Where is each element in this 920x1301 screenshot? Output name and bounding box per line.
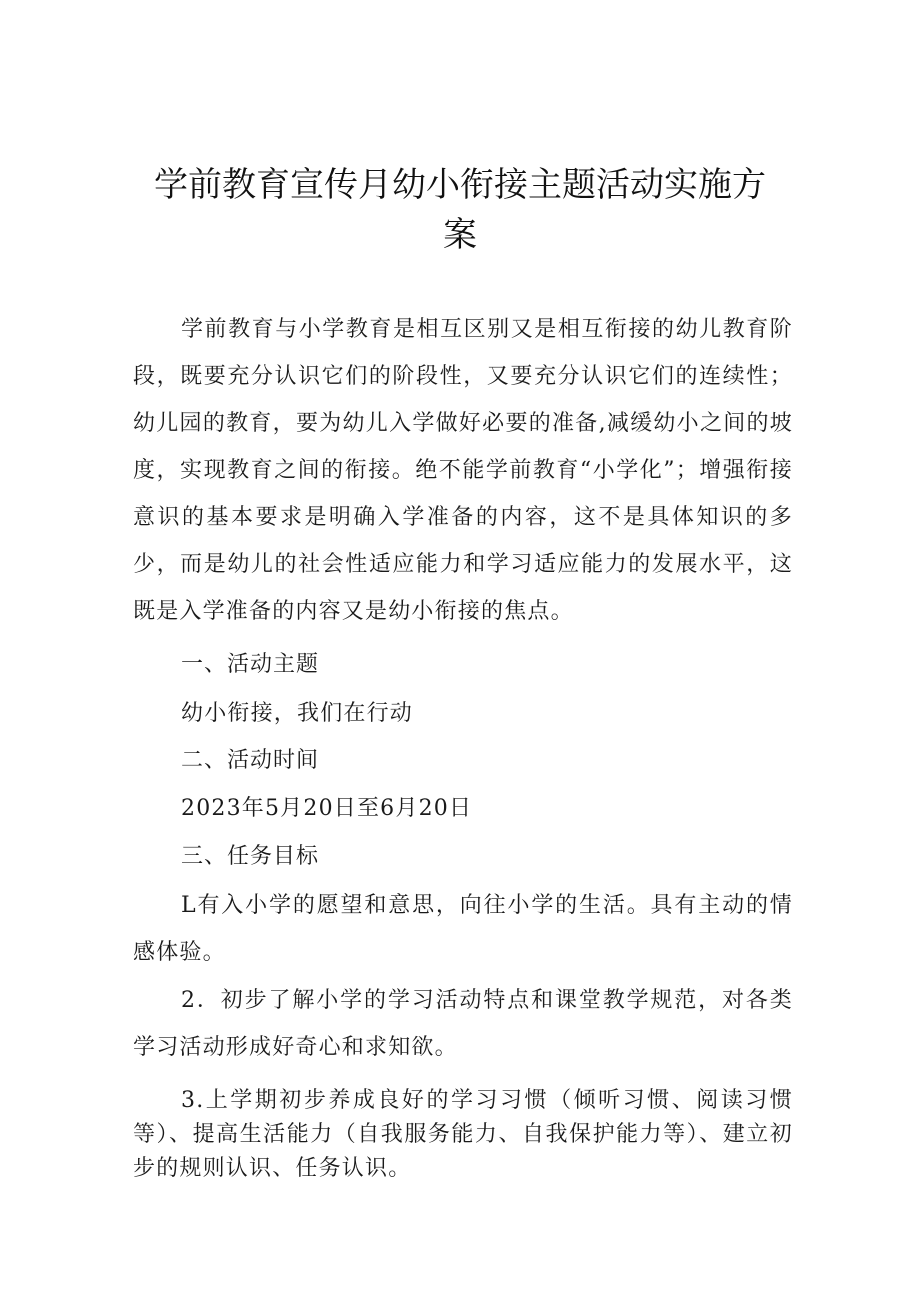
document-title-line-2: 案 [443, 215, 477, 255]
document-title-line-1: 学前教育宣传月幼小衔接主题活动实施方 [154, 165, 766, 205]
section-heading-time: 二、活动时间 [181, 748, 320, 773]
section-content-theme: 幼小衔接，我们在行动 [181, 701, 414, 726]
goal-item-3: 3.上学期初步养成良好的学习习惯（倾听习惯、阅读习惯等）、提高生活能力（自我服务能力、自我保护能力等）、建立初步的规则认识、任务认识。 [133, 1088, 793, 1181]
goal-item-1: L有入小学的愿望和意思，向往小学的生活。具有主动的情感体验。 [133, 893, 793, 965]
section-content-time: 2023年5月20日至6月20日 [181, 796, 473, 821]
intro-paragraph: 学前教育与小学教育是相互区别又是相互衔接的幼儿教育阶段，既要充分认识它们的阶段性，又要充分认识它们的连续性；幼儿园的教育，要为幼儿入学做好必要的准备,减缓幼小之间的坡度，实现教育之间的衔接。绝不能学前教育“小学化”；增强衔接意识的基本要求是明确入学准备的内容，这不是具体知识的多少，而是幼儿的社会性适应能力和学习适应能力的发展水平，这既是入学准备的内容又是幼小衔接的焦点。 [133, 317, 793, 624]
section-heading-theme: 一、活动主题 [181, 652, 320, 677]
section-heading-goals: 三、任务目标 [181, 844, 320, 869]
goal-item-2: 2．初步了解小学的学习活动特点和课堂教学规范，对各类学习活动形成好奇心和求知欲。 [133, 988, 793, 1060]
